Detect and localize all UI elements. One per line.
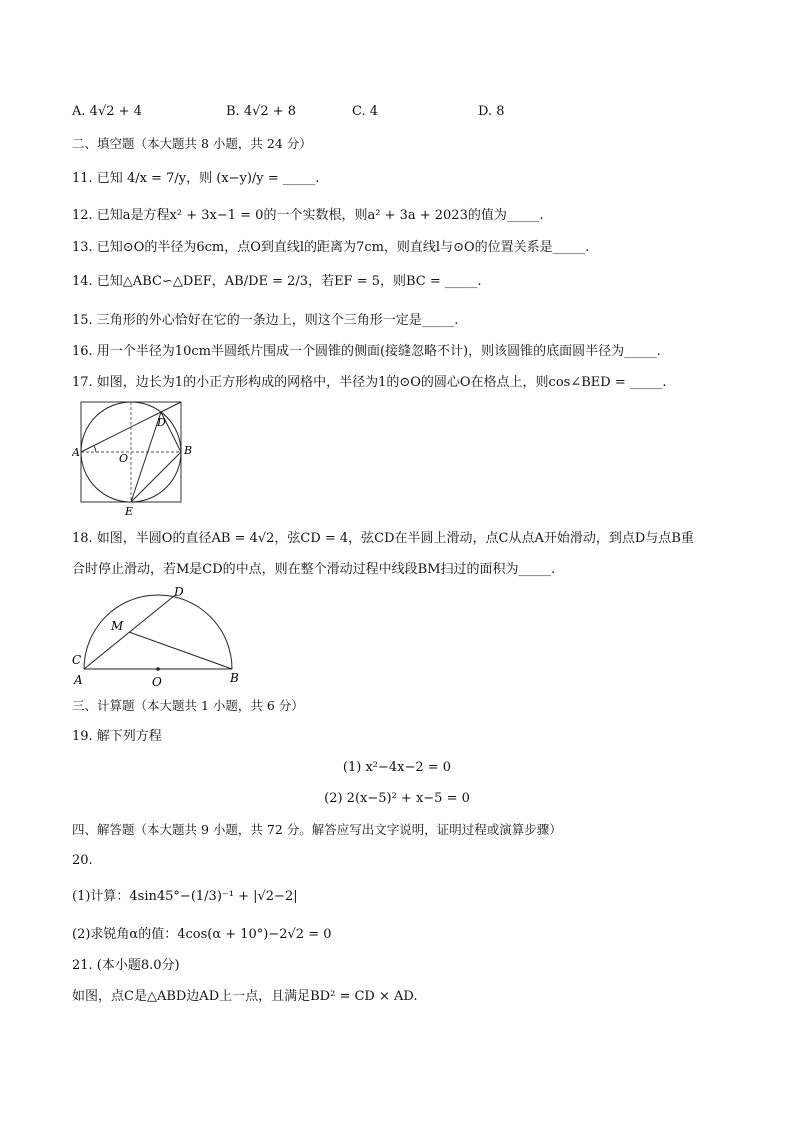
choice-b-label: B. (226, 104, 240, 119)
section-2-heading: 二、填空题（本大题共 8 小题，共 24 分） (72, 136, 312, 151)
label-b: B (184, 444, 193, 457)
question-19-part-1: (1) x²−4x−2 = 0 (342, 760, 452, 775)
question-21: 21. (本小题8.0分) (72, 958, 180, 973)
semicircle-arc (84, 595, 232, 669)
choice-a-text: 4√2 + 4 (89, 104, 142, 119)
question-16: 16. 用一个半径为10cm半圆纸片围成一个圆锥的侧面(接缝忽略不计)，则该圆锥的底面圆半径为_____. (72, 344, 661, 359)
choice-d-text: 8 (496, 104, 505, 119)
choice-d (478, 104, 505, 119)
question-20-part-2: (2)求锐角α的值：4cos(α + 10°)−2√2 = 0 (72, 927, 332, 942)
choice-c-text: 4 (369, 104, 379, 119)
question-21-text: 如图，点C是△ABD边AD上一点，且满足BD² = CD × AD. (72, 989, 418, 1004)
label-m: M (111, 619, 124, 633)
question-20: 20. (72, 853, 93, 868)
label-o: O (152, 675, 162, 689)
section-4-heading: 四、解答题（本大题共 9 小题，共 72 分。解答应写出文字说明，证明过程或演算步骤） (72, 822, 562, 837)
label-a: A (74, 673, 83, 687)
choice-a (72, 104, 142, 119)
label-d: D (157, 416, 166, 429)
choice-c-label: C. (352, 104, 366, 119)
question-15: 15. 三角形的外心恰好在它的一条边上，则这个三角形一定是_____. (72, 313, 459, 328)
label-b: B (230, 671, 239, 685)
angle-mark (94, 446, 96, 452)
label-e: E (125, 505, 134, 518)
choice-b-text: 4√2 + 8 (243, 104, 297, 119)
question-13: 13. 已知⊙O的半径为6cm，点O到直线l的距离为7cm，则直线l与⊙O的位置关系是_____. (72, 240, 590, 255)
figure-18-semicircle (70, 582, 245, 692)
label-o: O (119, 452, 129, 465)
question-20-part-1: (1)计算：4sin45°−(1/3)⁻¹ + |√2−2| (72, 889, 298, 904)
choice-b (226, 104, 296, 119)
figure-17-grid-circle (72, 396, 194, 518)
question-18-line-1: 18. 如图，半圆O的直径AB = 4√2，弦CD = 4，弦CD在半圆上滑动，点C从点A开始滑动，到点D与点B重 (72, 531, 694, 546)
segment-bm (129, 632, 232, 669)
section-3-heading: 三、计算题（本大题共 1 小题，共 6 分） (72, 698, 304, 713)
choice-d-label: D. (478, 104, 493, 119)
label-a: A (72, 446, 80, 459)
segment-be (131, 452, 181, 502)
center-dot (156, 667, 160, 671)
choice-c (352, 104, 378, 119)
question-19: 19. 解下列方程 (72, 729, 162, 744)
question-17: 17. 如图，边长为1的小正方形构成的网格中，半径为1的⊙O的圆心O在格点上，则cos∠BED = _____. (72, 375, 667, 390)
choice-a-label: A. (72, 104, 86, 119)
question-11: 11. 已知 4/x = 7/y，则 (x−y)/y = _____. (72, 171, 320, 186)
label-c: C (72, 653, 82, 667)
question-19-part-2: (2) 2(x−5)² + x−5 = 0 (324, 791, 470, 806)
question-12: 12. 已知a是方程x² + 3x−1 = 0的一个实数根，则a² + 3a + 2023的值为_____. (72, 208, 544, 223)
label-d: D (174, 585, 184, 599)
question-18-line-2: 合时停止滑动，若M是CD的中点，则在整个滑动过程中线段BM扫过的面积为_____. (72, 562, 556, 577)
question-14: 14. 已知△ABC∽△DEF，AB/DE = 2/3，若EF = 5，则BC = _____. (72, 274, 482, 289)
